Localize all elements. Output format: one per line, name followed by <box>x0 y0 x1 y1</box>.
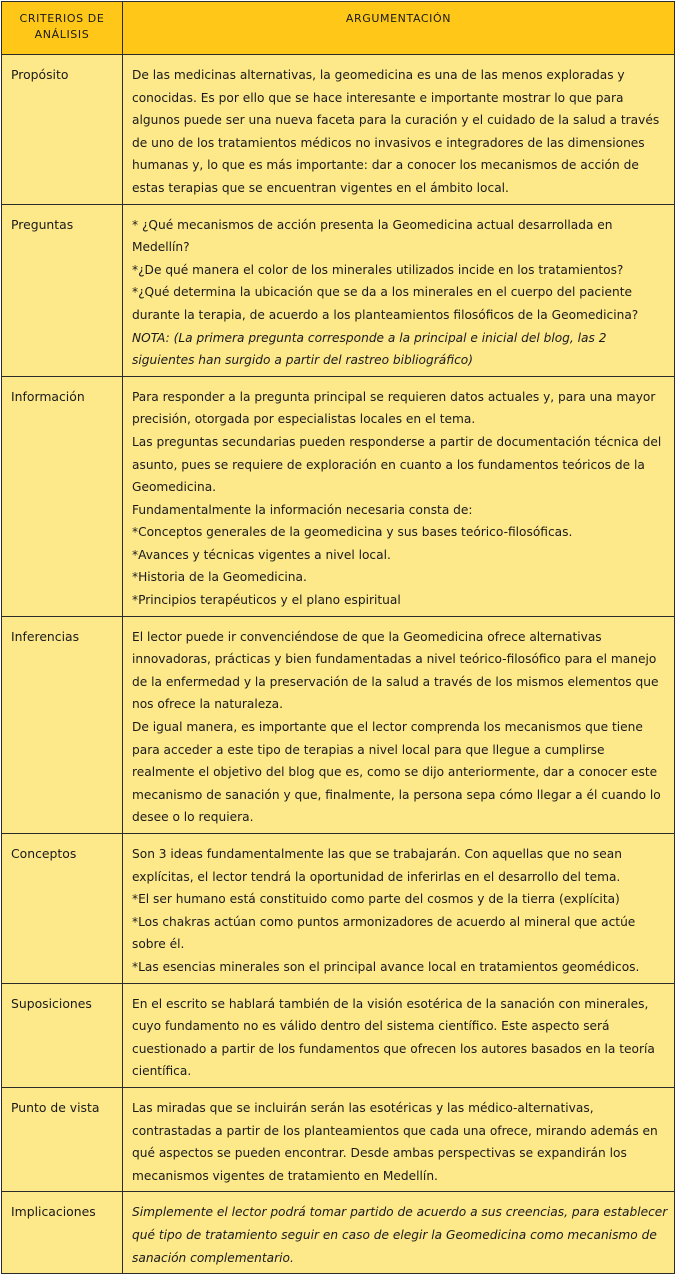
question-secondary: *¿Qué determina la ubicación que se da a los minerales en el cuerpo del paciente durante la terapia, de acuerdo a los planteamientos filosóficos de la Geomedicina? <box>132 285 639 322</box>
list-item: *Principios terapéuticos y el plano espiritual <box>132 593 401 608</box>
argument-text: Para responder a la pregunta principal se requieren datos actuales y, para una mayor precisión, otorgada por especialistas locales en el tema. <box>132 389 656 427</box>
criterion-label: Propósito <box>11 67 69 82</box>
argument-text: Fundamentalmente la información necesaria consta de: <box>132 502 473 517</box>
table-row-implicaciones <box>2 1192 675 1274</box>
argument-cell <box>123 983 675 1087</box>
list-item: *Las esencias minerales son el principal avance local en tratamientos geomédicos. <box>132 959 640 974</box>
criteria-header <box>2 2 123 55</box>
criterion-cell <box>2 1192 123 1274</box>
argument-text: Las miradas que se incluirán serán las esotéricas y las médico-alternativas, contrastadas a partir de los planteamientos que cada una ofrece, mirando además en qué aspectos se pueden encontrar. Desde ambas perspectivas se expandirán los mecanismos vigentes de tratamiento en Medellín. <box>132 1100 658 1183</box>
argument-text: El lector puede ir convenciéndose de que la Geomedicina ofrece alternativas innovadoras, prácticas y bien fundamentadas a nivel teórico-filosófico para el manejo de la enfermedad y la preservación de la salud a través de los mismos elementos que nos ofrece la naturaleza. <box>132 629 659 712</box>
criterion-cell <box>2 376 123 616</box>
table-row-proposito <box>2 55 675 205</box>
criterion-label: Implicaciones <box>11 1204 96 1220</box>
criterion-label: Conceptos <box>11 846 77 861</box>
list-item: *Los chakras actúan como puntos armonizadores de acuerdo al mineral que actúe sobre él. <box>132 914 636 952</box>
argument-cell <box>123 1192 675 1274</box>
argument-text: Simplemente el lector podrá tomar partido de acuerdo a sus creencias, para establecer qué tipo de tratamiento seguir en caso de elegir la Geomedicina como mecanismo de sanación complementario. <box>132 1205 668 1265</box>
criterion-cell <box>2 204 123 376</box>
argument-text: Las preguntas secundarias pueden responderse a partir de documentación técnica del asunto, pues se requiere de exploración en cuanto a los fundamentos teóricos de la Geomedicina. <box>132 434 662 495</box>
argument-cell <box>123 834 675 984</box>
argument-cell <box>123 1087 675 1191</box>
table-row-inferencias <box>2 616 675 833</box>
list-item: *Historia de la Geomedicina. <box>132 570 307 585</box>
questions-note: NOTA: (La primera pregunta corresponde a la principal e inicial del blog, las 2 siguientes han surgido a partir del rastreo bibliográfico) <box>132 330 607 368</box>
question-secondary: *¿De qué manera el color de los minerales utilizados incide en los tratamientos? <box>132 262 624 277</box>
table-row-preguntas <box>2 204 675 376</box>
argument-cell <box>123 55 675 205</box>
criterion-cell <box>2 1087 123 1191</box>
table-row-informacion <box>2 376 675 616</box>
criterion-label: Punto de vista <box>11 1099 100 1115</box>
list-item: *El ser humano está constituido como parte del cosmos y de la tierra (explícita) <box>132 892 620 907</box>
table-row-conceptos <box>2 834 675 984</box>
criteria-header-label: CRITERIOS DE ANÁLISIS <box>19 12 105 41</box>
criterion-label: Preguntas <box>11 216 74 232</box>
criterion-label: Información <box>11 388 85 404</box>
argument-text: Son 3 ideas fundamentalmente las que se trabajarán. Con aquellas que no sean explícitas, el lector tendrá la oportunidad de inferirlas en el desarrollo del tema. <box>132 847 622 884</box>
argument-header <box>123 2 675 55</box>
argument-text: En el escrito se hablará también de la visión esotérica de la sanación con minerales, cuyo fundamento no es válido dentro del sistema científico. Este aspecto será cuestionado a partir de los fundamentos que ofrecen los autores basados en la teoría científica. <box>132 996 655 1079</box>
criterion-label: Inferencias <box>11 628 80 644</box>
criterion-label: Suposiciones <box>11 995 92 1011</box>
argument-header-label: ARGUMENTACIÓN <box>345 12 452 25</box>
argument-cell <box>123 616 675 833</box>
criterion-cell <box>2 616 123 833</box>
table-header-row <box>2 2 675 55</box>
criterion-cell <box>2 983 123 1087</box>
list-item: *Avances y técnicas vigentes a nivel local. <box>132 547 391 562</box>
criterion-cell <box>2 55 123 205</box>
argument-cell <box>123 376 675 616</box>
analysis-table <box>1 1 675 1274</box>
table-row-punto-de-vista <box>2 1087 675 1191</box>
argument-text: De las medicinas alternativas, la geomedicina es una de las menos exploradas y conocidas. Es por ello que se hace interesante e importante mostrar lo que para algunos puede ser una nueva faceta para la curación y el cuidado de la salud a través de uno de los tratamientos médicos no invasivos e integradores de las dimensiones humanas y, lo que es más importante: dar a conocer los mecanismos de acción de estas terapias que se encuentran vigentes en el ámbito local. <box>132 68 660 195</box>
argument-cell <box>123 204 675 376</box>
argument-text: De igual manera, es importante que el lector comprenda los mecanismos que tiene para acceder a este tipo de terapias a nivel local para que llegue a cumplirse realmente el objetivo del blog que es, como se dijo anteriormente, dar a conocer este mecanismo de sanación y que, finalmente, la persona sepa cómo llegar a él cuando lo desee o lo requiera. <box>132 720 661 825</box>
criterion-cell <box>2 834 123 984</box>
question-main: * ¿Qué mecanismos de acción presenta la Geomedicina actual desarrollada en Medellín? <box>132 217 613 255</box>
table-row-suposiciones <box>2 983 675 1087</box>
list-item: *Conceptos generales de la geomedicina y sus bases teórico-filosóficas. <box>132 525 573 540</box>
